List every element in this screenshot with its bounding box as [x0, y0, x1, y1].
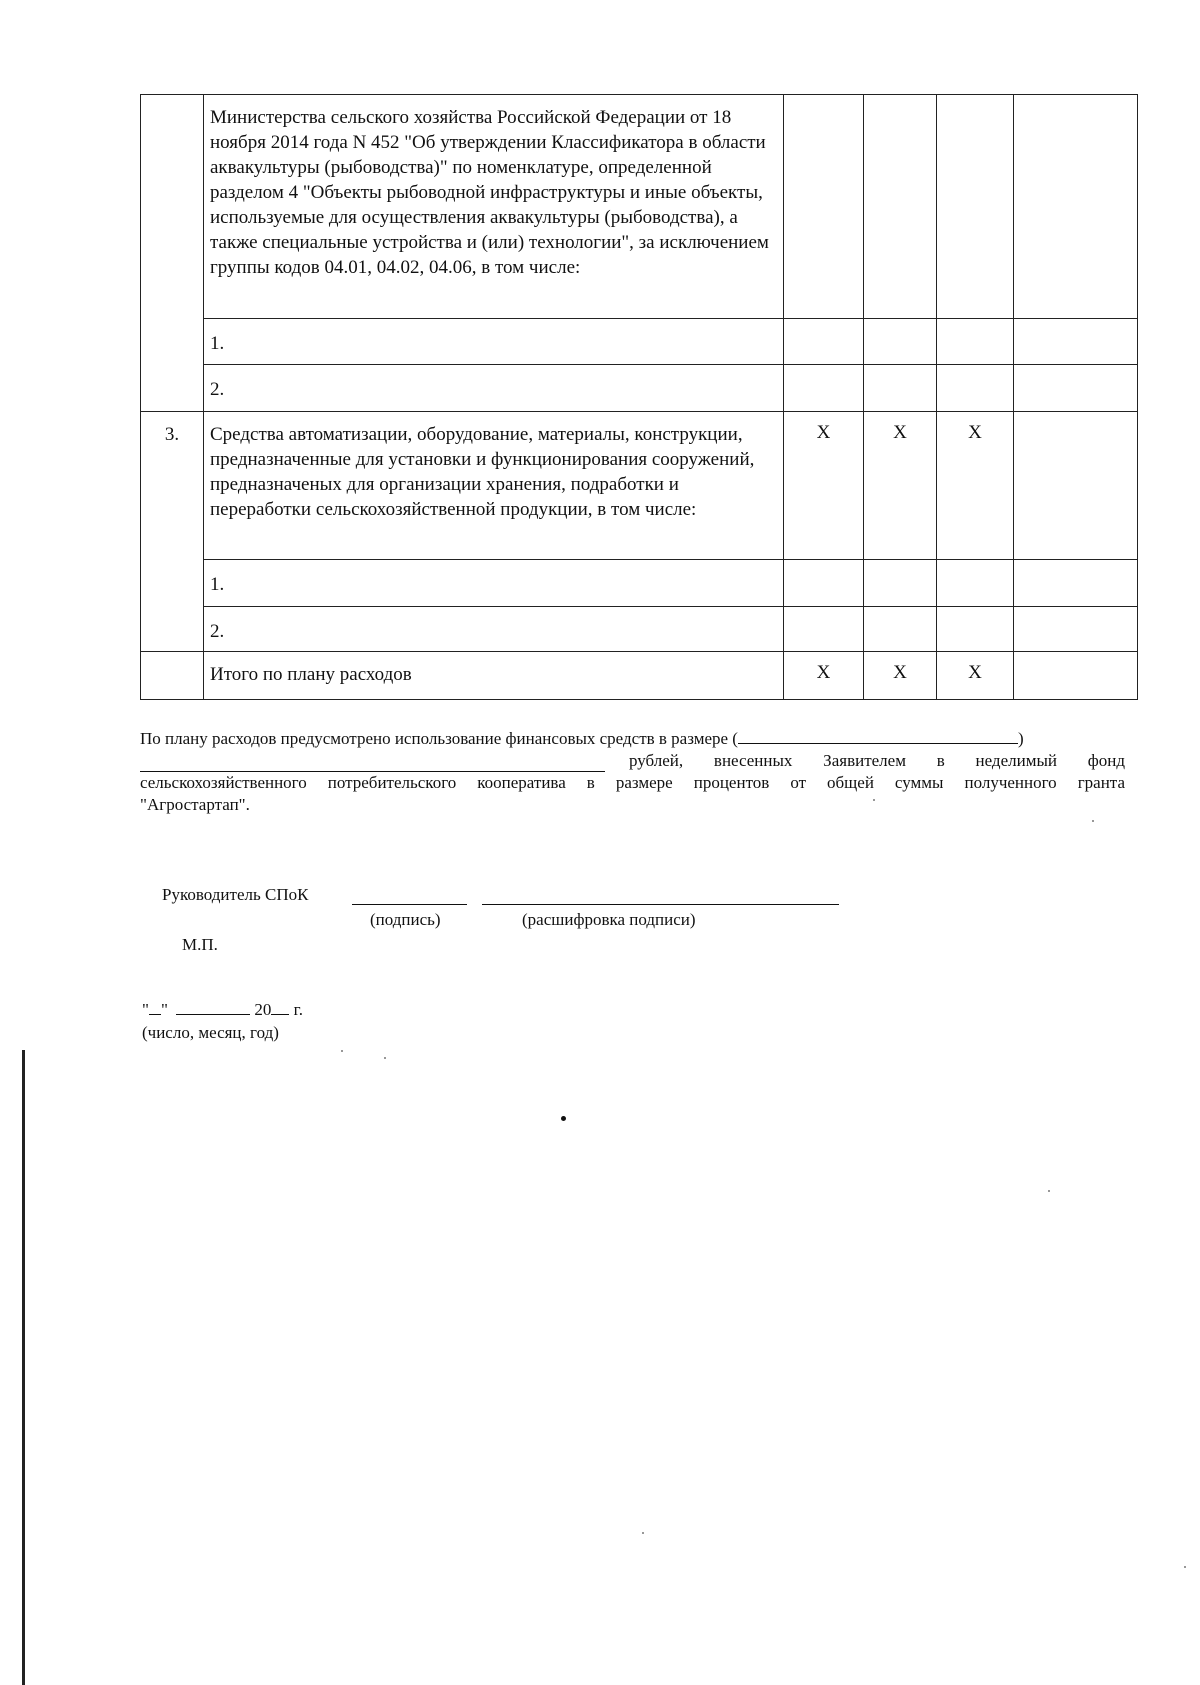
summary-text: По плану расходов предусмотрено использование финансовых средств в размере ( [140, 729, 738, 748]
scan-speck [873, 799, 875, 801]
stamp-place: М.П. [182, 935, 218, 954]
table-cell [1014, 412, 1138, 560]
table-cell [784, 607, 864, 652]
x-mark: X [784, 412, 864, 560]
scan-speck [1184, 1566, 1186, 1568]
scan-edge-line [22, 1050, 25, 1685]
table-cell [937, 319, 1014, 365]
table-cell [1014, 319, 1138, 365]
table-cell [937, 365, 1014, 412]
sub-item-label: 1. [204, 560, 784, 607]
decoding-blank [482, 904, 839, 905]
x-mark: X [864, 652, 937, 700]
table-cell [864, 95, 937, 319]
scan-speck [341, 1050, 343, 1052]
amount-words-blank [140, 755, 605, 772]
year-prefix: 20 [254, 1000, 272, 1019]
table-row [141, 412, 1138, 560]
sub-item-label: 2. [204, 607, 784, 652]
date-quote: " [160, 1000, 168, 1019]
summary-line-3: сельскохозяйственного потребительского кооператива в размере процентов от общей суммы полученного гранта [140, 773, 1125, 792]
table-cell [864, 319, 937, 365]
x-mark: X [864, 412, 937, 560]
x-mark: X [937, 412, 1014, 560]
table-cell [864, 607, 937, 652]
day-blank [149, 1000, 161, 1015]
scan-speck [642, 1532, 644, 1534]
summary-text: рублей, внесенных Заявителем в неделимый фонд [629, 751, 1125, 770]
table-cell [937, 560, 1014, 607]
scan-speck [384, 1057, 386, 1059]
row-number-cell [141, 607, 204, 652]
signature-caption: (подпись) [370, 910, 441, 929]
scan-dot [561, 1116, 566, 1121]
date-quote: " [142, 1000, 149, 1019]
year-blank [271, 1000, 289, 1015]
table-cell [1014, 560, 1138, 607]
signatory-role: Руководитель СПоК [162, 885, 309, 904]
summary-line-2 [140, 750, 1125, 772]
year-suffix: г. [293, 1000, 303, 1019]
row-number-cell [141, 319, 204, 365]
decoding-caption: (расшифровка подписи) [522, 910, 696, 929]
row-number-cell [141, 95, 204, 319]
total-label: Итого по плану расходов [204, 652, 784, 700]
row-number-cell [141, 652, 204, 700]
table-row [141, 319, 1138, 365]
table-cell [937, 95, 1014, 319]
table-row [141, 560, 1138, 607]
table-cell [784, 319, 864, 365]
table-row [141, 365, 1138, 412]
row-number-cell [141, 560, 204, 607]
table-row-total [141, 652, 1138, 700]
scan-speck [1048, 1190, 1050, 1192]
table-cell [1014, 365, 1138, 412]
sub-item-label: 2. [204, 365, 784, 412]
expense-plan-table [140, 94, 1138, 700]
summary-text: ) [1017, 729, 1024, 748]
scan-speck [1092, 820, 1094, 822]
table-cell [937, 607, 1014, 652]
table-cell [784, 560, 864, 607]
row-number-cell [141, 365, 204, 412]
table-cell [784, 365, 864, 412]
table-cell [864, 365, 937, 412]
table-cell [784, 95, 864, 319]
row-description: Средства автоматизации, оборудование, материалы, конструкции, предназначенные для установки и функционирования сооружений, предназначеных для организации хранения, подработки и переработки сельскохозяйственной продукции, в том числе: [204, 412, 784, 560]
summary-line-4: "Агростартап". [140, 795, 250, 814]
table-cell [1014, 652, 1138, 700]
amount-blank [738, 727, 1018, 744]
row-description: Министерства сельского хозяйства Российской Федерации от 18 ноября 2014 года N 452 "Об утверждении Классификатора в области аквакультуры (рыбоводства)" по номенклатуре, определенной разделом 4 "Объекты рыбоводной инфраструктуры и иные объекты, используемые для осуществления аквакультуры (рыбоводства), а также специальные устройства и (или) технологии", за исключением группы кодов 04.01, 04.02, 04.06, в том числе: [204, 95, 784, 319]
table-row [141, 607, 1138, 652]
month-blank [176, 1000, 250, 1015]
table-cell [864, 560, 937, 607]
row-number: 3. [141, 412, 204, 560]
date-line [142, 1000, 303, 1020]
table-cell [1014, 607, 1138, 652]
table-cell [1014, 95, 1138, 319]
signature-blank [352, 904, 467, 905]
x-mark: X [784, 652, 864, 700]
x-mark: X [937, 652, 1014, 700]
sub-item-label: 1. [204, 319, 784, 365]
summary-paragraph [140, 727, 1125, 816]
summary-line-1 [140, 727, 1125, 750]
date-caption: (число, месяц, год) [142, 1023, 279, 1042]
table-row [141, 95, 1138, 319]
